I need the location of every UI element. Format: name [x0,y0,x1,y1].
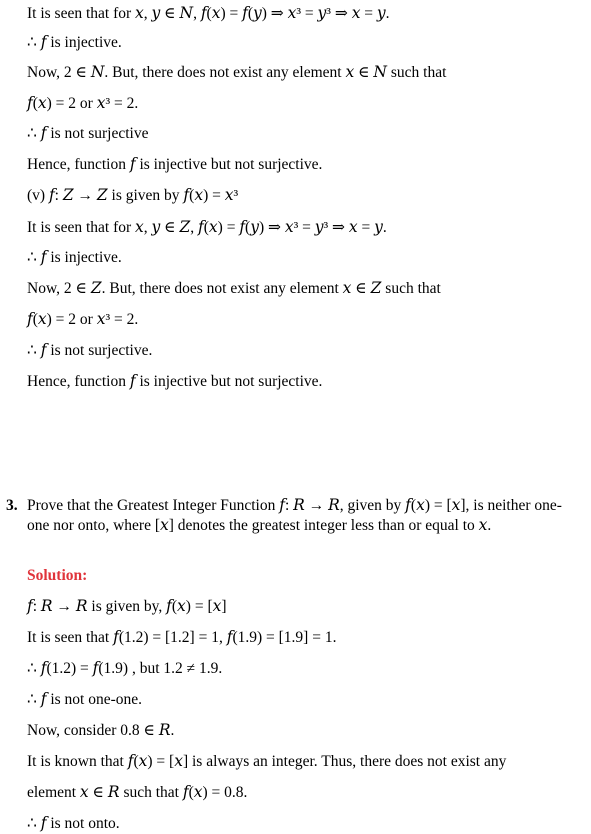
solution-line: ∴ 𝑓(1.2) = 𝑓(1.9) , but 1.2 ≠ 1.9. [27,660,223,677]
solution-line: It is known that 𝑓(𝑥) = [𝑥] is always an integer. Thus, there does not exist any [27,753,507,770]
text-line: 𝑓(𝑥) = 2 or 𝑥³ = 2. [27,95,139,112]
text-line: 𝑓(𝑥) = 2 or 𝑥³ = 2. [27,311,139,328]
solution-line: ∴ 𝑓 is not onto. [27,815,120,832]
solution-line: ∴ 𝑓 is not one-one. [27,691,143,708]
text-line: Now, 2 ∈ 𝑁. But, there does not exist any element 𝑥 ∈ 𝑁 such that [27,64,447,81]
text-line: It is seen that for 𝑥, 𝑦 ∈ 𝑁, 𝑓(𝑥) = 𝑓(𝑦) ⇒ 𝑥³ = 𝑦³ ⇒ 𝑥 = 𝑦. [27,5,390,22]
text-line: Hence, function 𝑓 is injective but not surjective. [27,156,323,173]
solution-line: 𝑓: 𝑅 → 𝑅 is given by, 𝑓(𝑥) = [𝑥] [27,598,227,615]
text-line: ∴ 𝑓 is not surjective. [27,342,153,359]
solution-line: It is seen that 𝑓(1.2) = [1.2] = 1, 𝑓(1.9) = [1.9] = 1. [27,629,337,646]
text-line: It is seen that for 𝑥, 𝑦 ∈ 𝑍, 𝑓(𝑥) = 𝑓(𝑦) ⇒ 𝑥³ = 𝑦³ ⇒ 𝑥 = 𝑦. [27,219,387,236]
text-line: (v) 𝑓: 𝑍 → 𝑍 is given by 𝑓(𝑥) = 𝑥³ [27,187,239,204]
solution-line: Now, consider 0.8 ∈ 𝑅. [27,722,175,739]
text-line: Now, 2 ∈ 𝑍. But, there does not exist any element 𝑥 ∈ 𝑍 such that [27,280,441,297]
question-number: 3. [6,497,18,514]
question-text-line: Prove that the Greatest Integer Function 𝑓: 𝑅 → 𝑅, given by 𝑓(𝑥) = [𝑥], is neither one- [27,497,562,514]
text-line: ∴ 𝑓 is injective. [27,249,122,266]
solution-line: element 𝑥 ∈ 𝑅 such that 𝑓(𝑥) = 0.8. [27,784,248,801]
text-line: ∴ 𝑓 is not surjective [27,125,149,142]
text-line: Hence, function 𝑓 is injective but not surjective. [27,373,323,390]
question-text-line: one nor onto, where [𝑥] denotes the greatest integer less than or equal to 𝑥. [27,517,492,534]
solution-heading: Solution: [27,567,88,584]
text-line: ∴ 𝑓 is injective. [27,34,122,51]
